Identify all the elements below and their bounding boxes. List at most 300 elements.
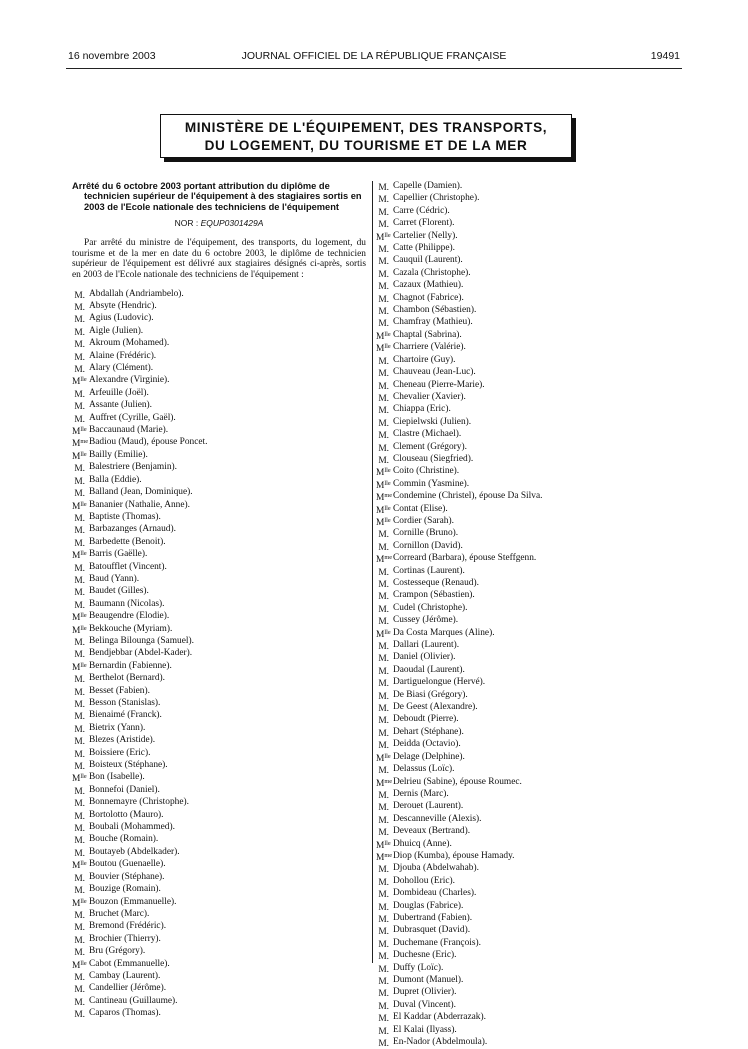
civility: M. — [378, 369, 389, 380]
person-name: Djouba (Abdelwahab). — [393, 863, 479, 874]
civility: M. — [378, 642, 389, 653]
list-item — [376, 566, 676, 578]
civility: M. — [74, 538, 85, 549]
civility: $M^{lle}$ — [376, 479, 391, 491]
civility: M. — [378, 1039, 389, 1049]
person-name: Bendjebbar (Abdel-Kader). — [89, 648, 193, 659]
person-name: Cudel (Christophe). — [393, 602, 468, 613]
civility: M. — [74, 526, 85, 537]
civility: M. — [74, 923, 85, 934]
person-name: Duval (Vincent). — [393, 999, 456, 1010]
list-item — [376, 479, 676, 491]
civility: M. — [74, 675, 85, 686]
civility: $M^{me}$ — [376, 492, 393, 504]
civility: $M^{lle}$ — [376, 516, 391, 528]
civility: M. — [74, 687, 85, 698]
civility: M. — [378, 443, 389, 454]
civility: M. — [378, 666, 389, 677]
civility: M. — [378, 654, 389, 665]
civility: M. — [378, 431, 389, 442]
civility: M. — [378, 691, 389, 702]
person-name: Baccaunaud (Marie). — [89, 425, 169, 436]
civility: M. — [378, 282, 389, 293]
civility: $M^{lle}$ — [376, 752, 391, 764]
civility: $M^{lle}$ — [376, 330, 391, 342]
person-name: Baud (Yann). — [89, 573, 140, 584]
list-item — [72, 400, 366, 412]
list-item — [376, 640, 676, 652]
list-item — [72, 847, 366, 859]
list-item — [72, 710, 366, 722]
civility: M. — [378, 877, 389, 888]
names-list-right — [376, 181, 676, 1049]
right-column — [376, 181, 676, 1049]
person-name: Cabot (Emmanuelle). — [89, 958, 170, 969]
list-item — [376, 777, 676, 789]
list-item — [72, 313, 366, 325]
civility: M. — [378, 592, 389, 603]
list-item — [72, 512, 366, 524]
civility: M. — [378, 927, 389, 938]
civility: M. — [74, 340, 85, 351]
civility: M. — [378, 741, 389, 752]
person-name: Bouvier (Stéphane). — [89, 871, 165, 882]
civility: $M^{lle}$ — [72, 376, 87, 388]
list-item — [72, 859, 366, 871]
list-item — [376, 714, 676, 726]
list-item — [72, 289, 366, 301]
person-name: Deboudt (Pierre). — [393, 714, 459, 725]
civility: M. — [74, 873, 85, 884]
civility: M. — [378, 704, 389, 715]
civility: M. — [74, 650, 85, 661]
person-name: Cantineau (Guillaume). — [89, 995, 178, 1006]
civility: M. — [378, 580, 389, 590]
list-item — [72, 872, 366, 884]
person-name: Bernardin (Fabienne). — [89, 660, 172, 671]
civility: M. — [74, 352, 85, 363]
person-name: Cauquil (Laurent). — [393, 255, 463, 266]
list-item — [72, 636, 366, 648]
person-name: Dartiguelongue (Hervé). — [393, 677, 486, 688]
person-name: Chamfray (Mathieu). — [393, 317, 473, 328]
civility: $M^{lle}$ — [376, 628, 391, 640]
civility: M. — [378, 914, 389, 925]
list-item — [376, 652, 676, 664]
list-item — [376, 665, 676, 677]
person-name: Boutou (Guenaelle). — [89, 859, 166, 870]
list-item — [376, 727, 676, 739]
person-name: Chagnot (Fabrice). — [393, 292, 464, 303]
civility: M. — [74, 563, 85, 574]
list-item — [376, 1025, 676, 1037]
civility: M. — [74, 389, 85, 400]
list-item — [72, 785, 366, 797]
header-rule — [66, 68, 682, 69]
civility: M. — [74, 588, 85, 599]
person-name: Baumann (Nicolas). — [89, 598, 165, 609]
person-name: Correard (Barbara), épouse Steffgenn. — [393, 553, 537, 564]
person-name: Akroum (Mohamed). — [89, 338, 170, 349]
civility: M. — [378, 679, 389, 690]
civility: M. — [74, 414, 85, 425]
civility: M. — [74, 749, 85, 760]
person-name: Clouseau (Siegfried). — [393, 453, 474, 464]
list-item — [376, 925, 676, 937]
person-name: Dubrasquet (David). — [393, 925, 471, 936]
person-name: De Biasi (Grégory). — [393, 689, 468, 700]
page-header — [0, 50, 748, 66]
list-item — [376, 181, 676, 193]
civility: M. — [74, 985, 85, 996]
list-item — [376, 1012, 676, 1024]
list-item — [376, 231, 676, 243]
person-name: Coito (Christine). — [393, 466, 460, 477]
person-name: Bonnemayre (Christophe). — [89, 797, 189, 808]
list-item — [376, 752, 676, 764]
person-name: Ciepielwski (Julien). — [393, 416, 472, 427]
person-name: Dehart (Stéphane). — [393, 726, 464, 737]
civility: M. — [378, 865, 389, 876]
civility: M. — [378, 890, 389, 901]
person-name: Dallari (Laurent). — [393, 640, 460, 651]
list-item — [72, 996, 366, 1008]
list-item — [376, 888, 676, 900]
person-name: Balestriere (Benjamin). — [89, 462, 177, 473]
list-item — [376, 863, 676, 875]
person-name: Blezes (Aristide). — [89, 735, 156, 746]
list-item — [72, 425, 366, 437]
list-item — [72, 574, 366, 586]
person-name: Capelle (Damien). — [393, 181, 463, 191]
list-item — [72, 413, 366, 425]
list-item — [72, 897, 366, 909]
person-name: Caparos (Thomas). — [89, 1008, 161, 1019]
list-item — [72, 462, 366, 474]
person-name: Descanneville (Alexis). — [393, 813, 482, 824]
nor-value: EQUP0301429A — [200, 218, 264, 229]
list-item — [376, 839, 676, 851]
list-item — [376, 206, 676, 218]
civility: M. — [74, 315, 85, 326]
civility: M. — [74, 303, 85, 313]
list-item — [72, 748, 366, 760]
person-name: Baudet (Gilles). — [89, 586, 149, 597]
ministry-line-2: DU LOGEMENT, DU TOURISME ET DE LA MER — [204, 138, 528, 153]
civility: M. — [74, 1010, 85, 1021]
person-name: Chambon (Sébastien). — [393, 305, 477, 316]
person-name: Candellier (Jérôme). — [89, 983, 167, 994]
person-name: Alexandre (Virginie). — [89, 375, 170, 386]
list-item — [376, 442, 676, 454]
person-name: Bremond (Frédéric). — [89, 921, 167, 932]
list-item — [376, 913, 676, 925]
person-name: Auffret (Cyrille, Gaël). — [89, 412, 176, 423]
person-name: Deidda (Octavio). — [393, 739, 461, 750]
person-name: Balla (Eddie). — [89, 474, 142, 485]
person-name: Dohollou (Eric). — [393, 875, 455, 886]
person-name: Commin (Yasmine). — [393, 478, 470, 489]
list-item — [376, 504, 676, 516]
person-name: Cheneau (Pierre-Marie). — [393, 379, 485, 390]
person-name: Besson (Stanislas). — [89, 698, 161, 708]
person-name: Chevalier (Xavier). — [393, 391, 466, 402]
person-name: Cordier (Sarah). — [393, 515, 454, 526]
civility: $M^{me}$ — [72, 438, 89, 450]
civility: M. — [74, 700, 85, 710]
person-name: Barbedette (Benoit). — [89, 536, 166, 547]
list-item — [376, 578, 676, 590]
civility: $M^{lle}$ — [72, 773, 87, 785]
civility: M. — [378, 319, 389, 330]
person-name: Bienaimé (Franck). — [89, 710, 162, 721]
list-item — [72, 797, 366, 809]
list-item — [376, 193, 676, 205]
person-name: Dupret (Olivier). — [393, 987, 457, 998]
person-name: Boutayeb (Abdelkader). — [89, 846, 180, 857]
person-name: Condemine (Christel), épouse Da Silva. — [393, 491, 543, 502]
person-name: Agius (Ludovic). — [89, 313, 154, 324]
list-item — [72, 475, 366, 487]
list-item — [376, 876, 676, 888]
person-name: Dubertrand (Fabien). — [393, 912, 473, 923]
civility: M. — [378, 245, 389, 256]
person-name: Bon (Isabelle). — [89, 772, 145, 783]
list-item — [376, 466, 676, 478]
list-item — [72, 760, 366, 772]
civility: M. — [378, 828, 389, 839]
list-item — [376, 628, 676, 640]
list-item — [72, 946, 366, 958]
list-item — [72, 586, 366, 598]
civility: M. — [378, 1026, 389, 1037]
person-name: Beaugendre (Elodie). — [89, 611, 170, 622]
civility: M. — [378, 195, 389, 206]
person-name: Boisteux (Stéphane). — [89, 760, 168, 771]
person-name: Cazala (Christophe). — [393, 267, 471, 278]
person-name: Boissiere (Eric). — [89, 747, 151, 758]
civility: $M^{lle}$ — [376, 839, 391, 851]
civility: $M^{me}$ — [376, 777, 393, 789]
civility: $M^{lle}$ — [376, 467, 391, 479]
list-item — [376, 243, 676, 255]
decree-intro: Par arrêté du ministre de l'équipement, des transports, du logement, du tourisme et de la mer en date du 6 octobre 2003, le diplôme de technicien supérieur de l'équipement est délivré aux stagiaires désignés ci-après, sortis en 2003 de l'Ecole nationale des techniciens de l'équipement : — [72, 238, 366, 280]
civility: M. — [378, 952, 389, 963]
list-item — [72, 735, 366, 747]
civility: M. — [74, 997, 85, 1008]
person-name: Dernis (Marc). — [393, 788, 449, 799]
ministry-line-1: MINISTÈRE DE L'ÉQUIPEMENT, DES TRANSPORTS, — [184, 120, 548, 135]
person-name: Carre (Cédric). — [393, 205, 450, 216]
civility: M. — [74, 811, 85, 822]
civility: M. — [378, 728, 389, 739]
civility: M. — [378, 294, 389, 305]
person-name: Douglas (Fabrice). — [393, 900, 464, 911]
list-item — [376, 392, 676, 404]
civility: M. — [378, 604, 389, 615]
person-name: Chartoire (Guy). — [393, 354, 456, 365]
civility: M. — [378, 542, 389, 553]
person-name: Bananier (Nathalie, Anne). — [89, 499, 191, 510]
list-item — [72, 661, 366, 673]
civility: M. — [378, 803, 389, 814]
list-item — [376, 975, 676, 987]
civility: M. — [378, 530, 389, 541]
list-item — [376, 1037, 676, 1049]
civility: $M^{lle}$ — [376, 231, 391, 243]
list-item — [376, 491, 676, 503]
list-item — [376, 851, 676, 863]
civility: M. — [74, 786, 85, 797]
civility: $M^{lle}$ — [376, 343, 391, 355]
list-item — [72, 450, 366, 462]
list-item — [376, 293, 676, 305]
list-item — [72, 822, 366, 834]
civility: M. — [378, 393, 389, 404]
list-item — [72, 611, 366, 623]
person-name: Alaine (Frédéric). — [89, 350, 157, 361]
person-name: Daoudal (Laurent). — [393, 664, 465, 675]
civility: M. — [378, 977, 389, 987]
person-name: Bonnefoi (Daniel). — [89, 784, 160, 795]
list-item — [72, 388, 366, 400]
civility: M. — [378, 381, 389, 392]
nor-reference — [72, 218, 366, 228]
person-name: Cazaux (Mathieu). — [393, 280, 464, 291]
list-item — [376, 789, 676, 801]
person-name: Assante (Julien). — [89, 400, 153, 411]
list-item — [72, 1008, 366, 1020]
list-item — [72, 487, 366, 499]
list-item — [72, 648, 366, 660]
list-item — [72, 723, 366, 735]
nor-label: NOR : — [174, 218, 199, 229]
person-name: Crampon (Sébastien). — [393, 590, 475, 601]
person-name: De Geest (Alexandre). — [393, 702, 478, 713]
civility: $M^{lle}$ — [72, 450, 87, 462]
person-name: Bru (Grégory). — [89, 946, 146, 957]
list-item — [72, 524, 366, 536]
list-item — [376, 677, 676, 689]
list-item — [376, 615, 676, 627]
civility: M. — [74, 476, 85, 487]
list-item — [376, 702, 676, 714]
person-name: Arfeuille (Joël). — [89, 387, 149, 398]
ministry-box — [160, 114, 572, 158]
civility: $M^{me}$ — [376, 851, 393, 863]
list-item — [72, 673, 366, 685]
person-name: Barris (Gaëlle). — [89, 549, 148, 560]
list-item — [376, 280, 676, 292]
civility: M. — [378, 1001, 389, 1012]
person-name: Cortinas (Laurent). — [393, 565, 465, 576]
list-item — [376, 603, 676, 615]
list-item — [376, 255, 676, 267]
civility: M. — [74, 948, 85, 959]
person-name: Besset (Fabien). — [89, 685, 150, 696]
civility: M. — [74, 848, 85, 859]
civility: M. — [378, 989, 389, 1000]
civility: M. — [74, 327, 85, 338]
person-name: Badiou (Maud), épouse Poncet. — [89, 437, 208, 448]
list-item — [72, 549, 366, 561]
list-item — [72, 921, 366, 933]
list-item — [72, 971, 366, 983]
person-name: Belinga Bilounga (Samuel). — [89, 635, 194, 646]
civility: M. — [74, 600, 85, 611]
person-name: Duchemane (François). — [393, 937, 481, 948]
civility: M. — [378, 183, 389, 193]
person-name: Delage (Delphine). — [393, 751, 465, 762]
person-name: Contat (Elise). — [393, 503, 448, 514]
list-item — [376, 541, 676, 553]
civility: $M^{lle}$ — [72, 624, 87, 636]
person-name: Baptiste (Thomas). — [89, 511, 161, 522]
person-name: Alary (Clément). — [89, 363, 154, 374]
person-name: Carret (Florent). — [393, 218, 455, 229]
person-name: Dombideau (Charles). — [393, 888, 477, 899]
list-item — [72, 537, 366, 549]
civility: $M^{lle}$ — [376, 504, 391, 516]
civility: M. — [378, 307, 389, 318]
list-item — [376, 305, 676, 317]
civility: M. — [378, 220, 389, 231]
list-item — [72, 562, 366, 574]
names-list-left — [72, 289, 366, 1021]
list-item — [72, 437, 366, 449]
person-name: Bouzon (Emmanuelle). — [89, 896, 177, 907]
list-item — [376, 938, 676, 950]
list-item — [72, 934, 366, 946]
person-name: Duchesne (Eric). — [393, 950, 457, 961]
civility: M. — [74, 762, 85, 773]
list-item — [72, 624, 366, 636]
civility: $M^{lle}$ — [72, 897, 87, 909]
civility: M. — [74, 886, 85, 897]
list-item — [72, 834, 366, 846]
civility: M. — [378, 257, 389, 268]
civility: M. — [74, 836, 85, 847]
person-name: Absyte (Hendric). — [89, 301, 157, 311]
page-number: 19491 — [650, 50, 680, 62]
civility: M. — [378, 455, 389, 466]
person-name: Derouet (Laurent). — [393, 801, 464, 812]
list-item — [376, 1000, 676, 1012]
list-item — [72, 772, 366, 784]
civility: M. — [74, 464, 85, 475]
civility: M. — [74, 724, 85, 735]
person-name: Cambay (Laurent). — [89, 970, 161, 981]
civility: M. — [378, 815, 389, 826]
list-item — [376, 268, 676, 280]
person-name: Dhuicq (Anne). — [393, 838, 452, 849]
person-name: Cartelier (Nelly). — [393, 230, 458, 241]
person-name: Bailly (Emilie). — [89, 449, 148, 460]
person-name: Delrieu (Sabine), épouse Roumec. — [393, 776, 522, 787]
person-name: El Kaddar (Abderrazak). — [393, 1012, 486, 1023]
person-name: Brochier (Thierry). — [89, 933, 161, 944]
list-item — [376, 801, 676, 813]
civility: M. — [378, 269, 389, 280]
list-item — [376, 317, 676, 329]
person-name: Catte (Philippe). — [393, 243, 455, 254]
list-item — [72, 959, 366, 971]
civility: $M^{lle}$ — [72, 500, 87, 512]
civility: $M^{me}$ — [376, 554, 393, 566]
list-item — [376, 963, 676, 975]
list-item — [376, 739, 676, 751]
civility: $M^{lle}$ — [72, 550, 87, 562]
